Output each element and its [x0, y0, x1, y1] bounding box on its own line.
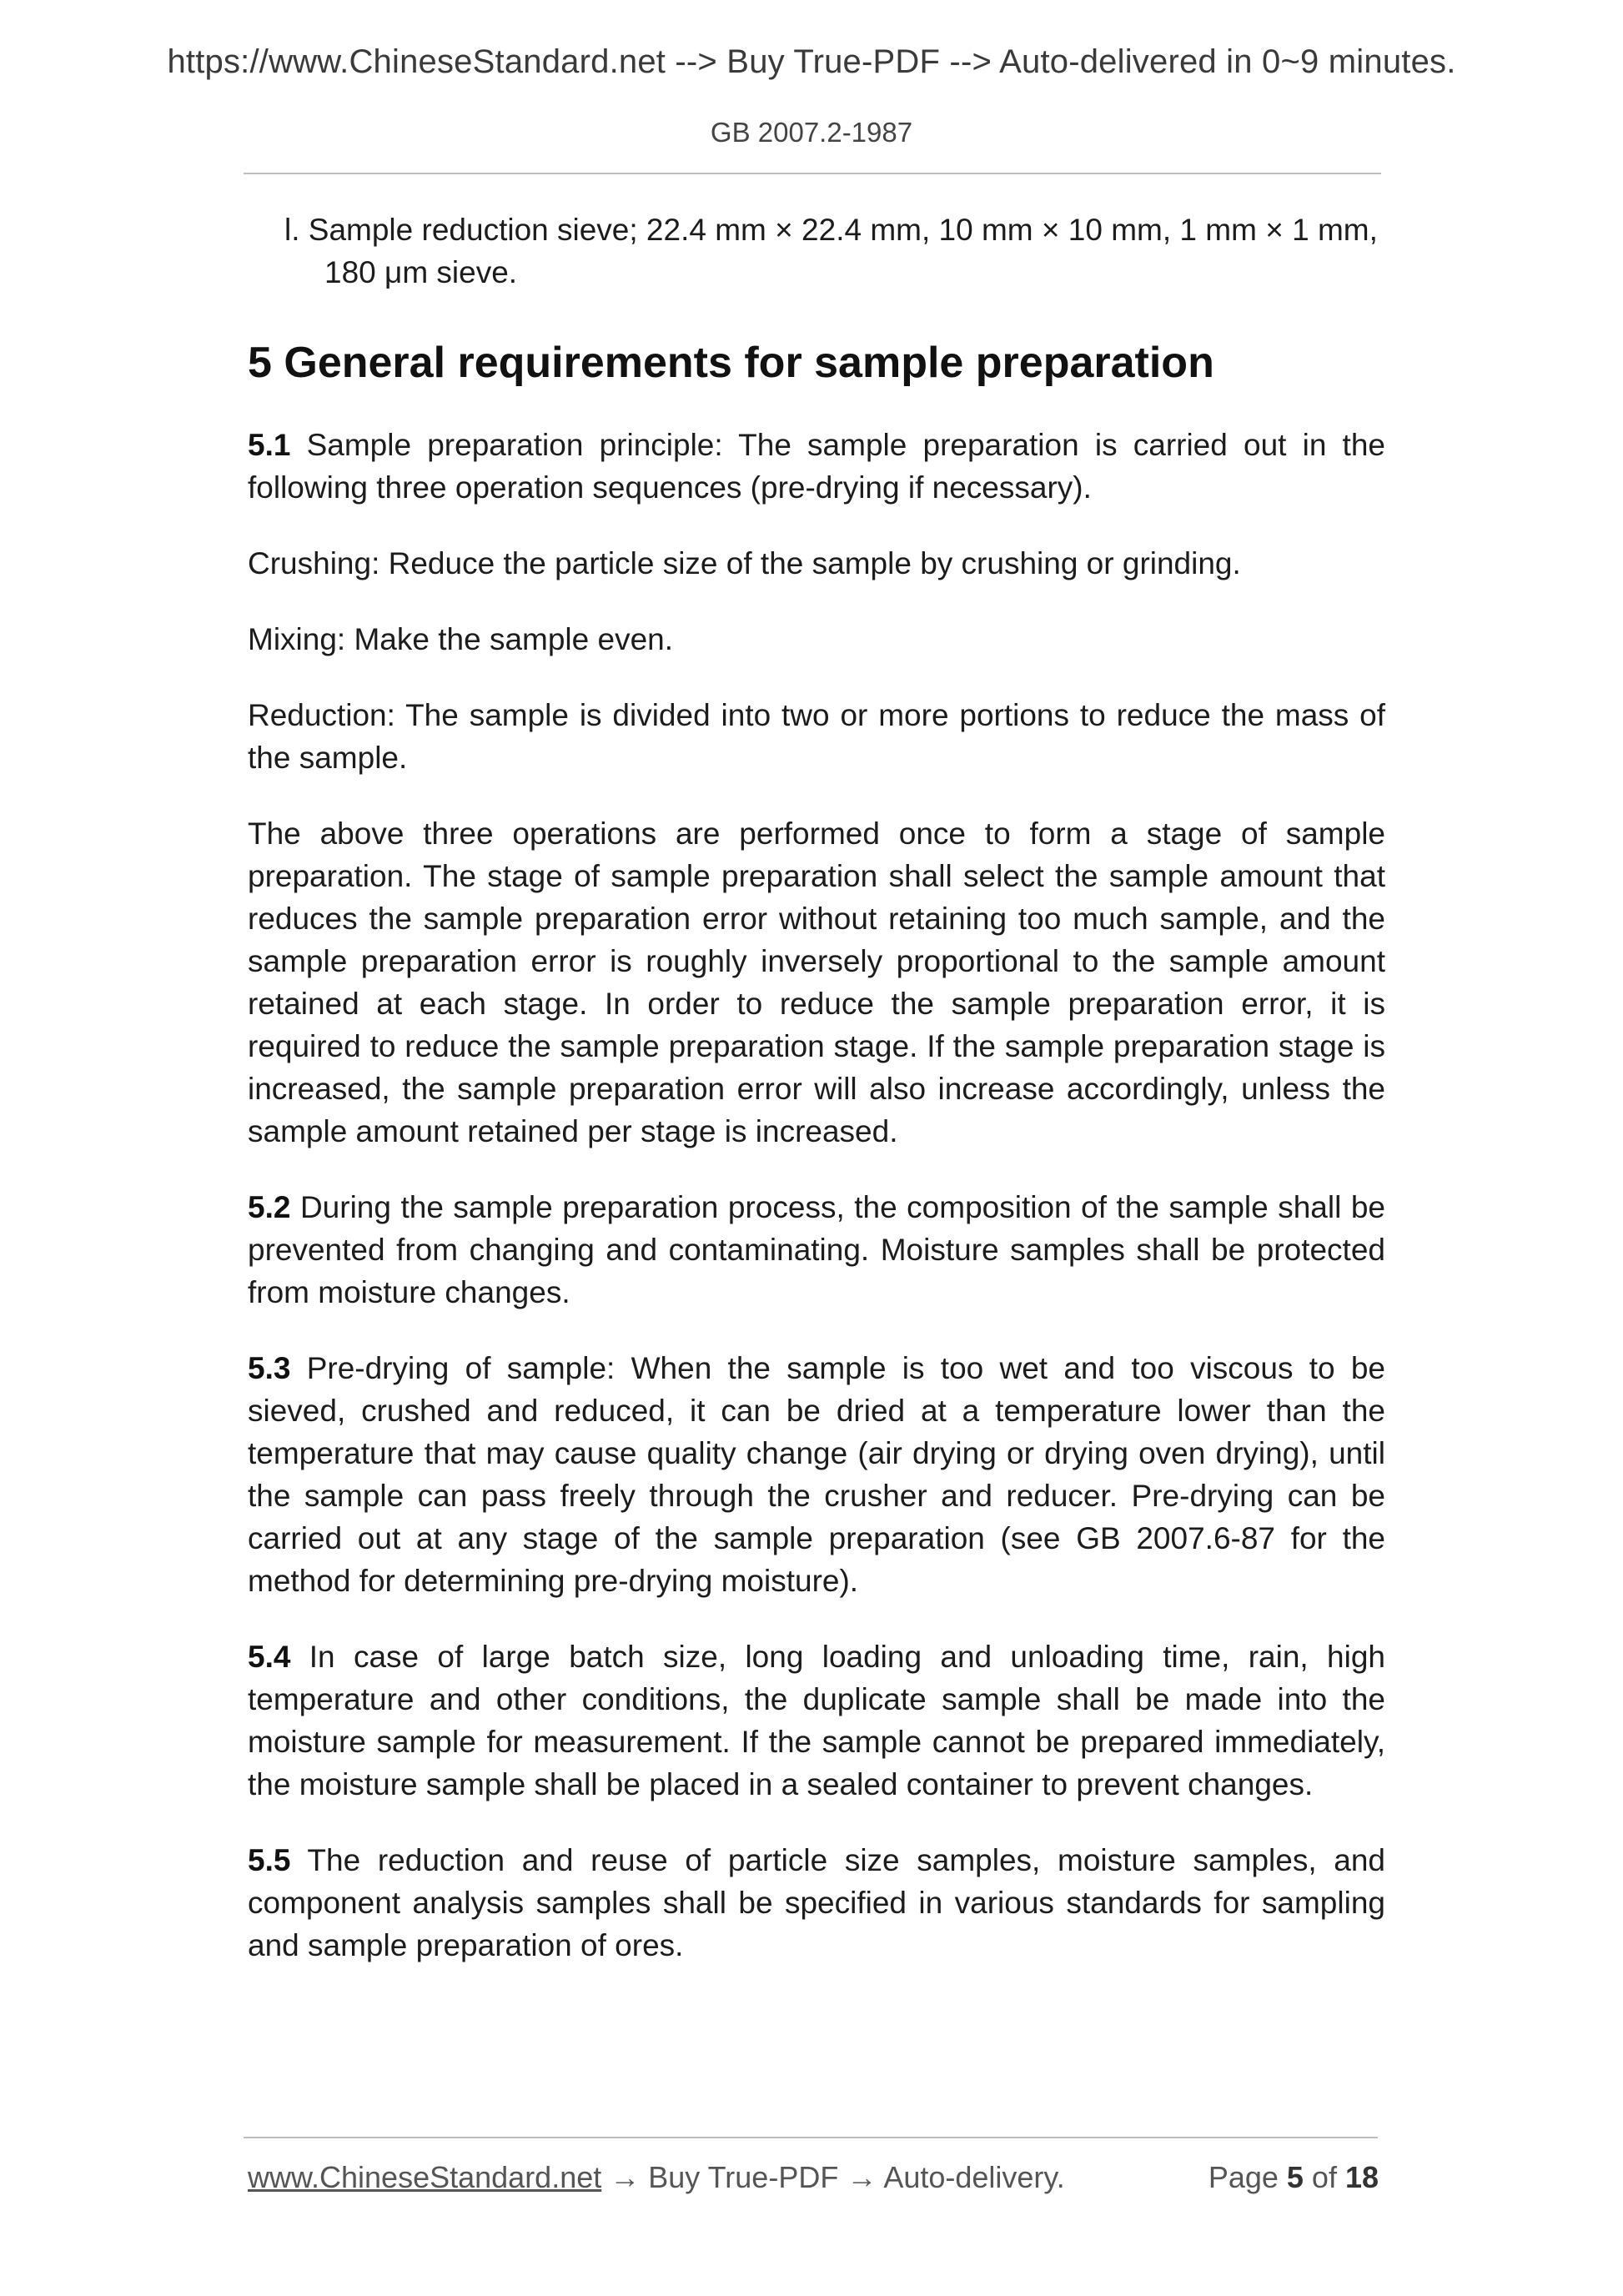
clause-text: In case of large batch size, long loading and unloading time, rain, high temperature and other conditions, the duplicate sample shall be made into the moisture sample for measurement. If the sample cannot be prepared immediately, the moisture sample shall be placed in a sealed container to prevent changes.: [248, 1640, 1385, 1801]
clause-5-3: [248, 1347, 1385, 1602]
mixing-paragraph: Mixing: Make the sample even.: [248, 622, 674, 656]
page-current: 5: [1286, 2160, 1304, 2194]
footer-tagline: → Buy True-PDF → Auto-delivery.: [601, 2160, 1065, 2194]
clause-5-1: [248, 424, 1385, 509]
list-item-sieve: l. Sample reduction sieve; 22.4 mm × 22.4 mm, 10 mm × 10 mm, 1 mm × 1 mm, 180 μm sieve.: [284, 213, 1378, 289]
footer-divider: [244, 2137, 1378, 2138]
clause-5-2: [248, 1186, 1385, 1314]
header-divider: [244, 173, 1381, 174]
crushing-paragraph: Crushing: Reduce the particle size of the sample by crushing or grinding.: [248, 546, 1241, 580]
website-link[interactable]: www.ChineseStandard.net: [248, 2160, 602, 2194]
page-indicator: [1208, 2160, 1379, 2195]
clause-text: Pre-drying of sample: When the sample is too wet and too viscous to be sieved, crushed and reduced, it can be dried at a temperature lower than the temperature that may cause quality change (air drying or drying oven drying), until the sample can pass freely through the crusher and reducer. Pre-drying can be carried out at any stage of the sample preparation (see GB 2007.6-87 for the method for determining pre-drying moisture).: [248, 1351, 1385, 1598]
footer-left: [248, 2160, 1065, 2195]
section-title: 5 General requirements for sample preparation: [248, 339, 1214, 387]
page-content: [248, 208, 1385, 2000]
stage-paragraph: The above three operations are performed once to form a stage of sample preparation. The stage of sample preparation shall select the sample amount that reduces the sample preparation error without retaining too much sample, and the sample preparation error is roughly inversely proportional to the sample amount retained at each stage. In order to reduce the sample preparation error, it is required to reduce the sample preparation stage. If the sample preparation stage is increased, the sample preparation error will also increase accordingly, unless the sample amount retained per stage is increased.: [248, 816, 1385, 1148]
page-of-label: of: [1303, 2160, 1345, 2194]
clause-text: The reduction and reuse of particle size samples, moisture samples, and component analysis samples shall be specified in various standards for sampling and sample preparation of ores.: [248, 1843, 1385, 1962]
clause-text: Sample preparation principle: The sample preparation is carried out in the following three operation sequences (pre-drying if necessary).: [248, 428, 1385, 505]
clause-5-4: [248, 1635, 1385, 1806]
document-code: GB 2007.2-1987: [710, 117, 913, 148]
page-footer: [248, 2160, 1379, 2202]
clause-text: During the sample preparation process, the composition of the sample shall be prevented from changing and contaminating. Moisture samples shall be protected from moisture changes.: [248, 1190, 1385, 1309]
page-total: 18: [1344, 2160, 1379, 2194]
clause-number: 5.5: [248, 1843, 291, 1877]
top-banner: https://www.ChineseStandard.net --> Buy True-PDF --> Auto-delivered in 0~9 minutes.: [167, 43, 1456, 80]
clause-number: 5.4: [248, 1640, 291, 1674]
clause-5-5: [248, 1839, 1385, 1967]
page-label: Page: [1208, 2160, 1287, 2194]
reduction-paragraph: Reduction: The sample is divided into two or more portions to reduce the mass of the sample.: [248, 698, 1385, 775]
clause-number: 5.1: [248, 428, 291, 462]
clause-number: 5.3: [248, 1351, 291, 1385]
clause-number: 5.2: [248, 1190, 291, 1224]
